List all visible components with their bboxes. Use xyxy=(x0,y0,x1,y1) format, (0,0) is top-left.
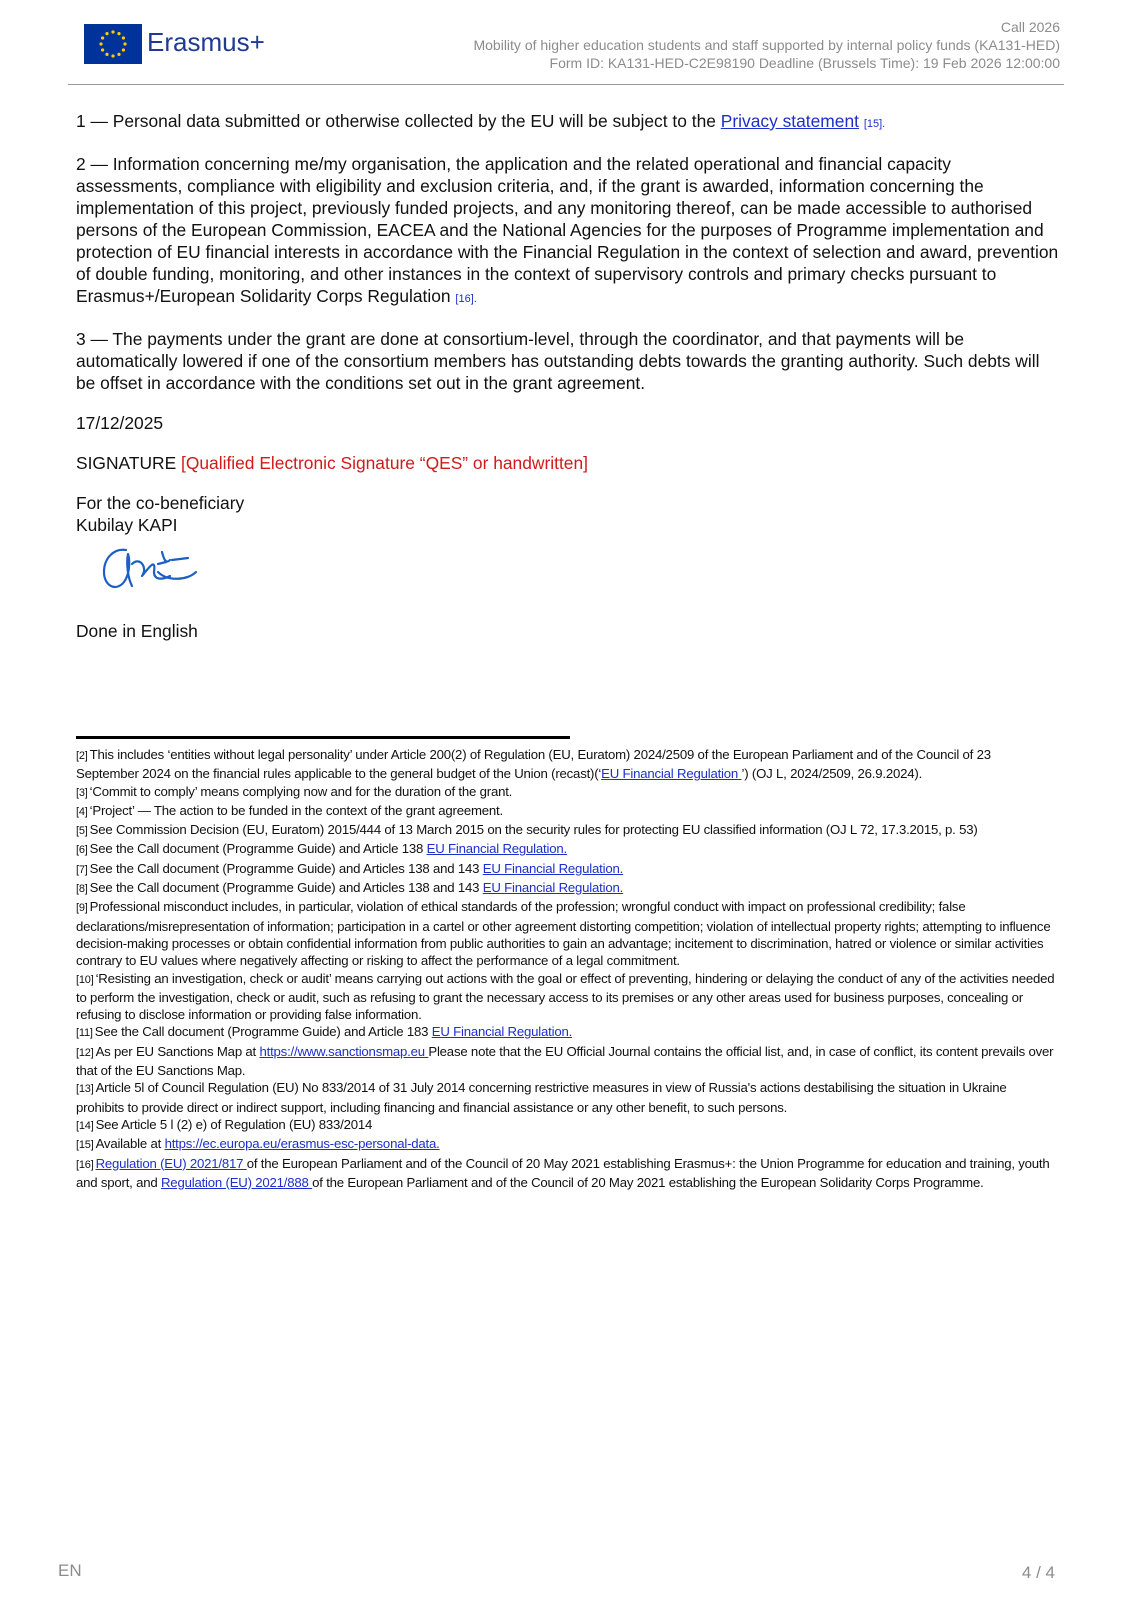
footnote-7: [7] See the Call document (Programme Guide) and Articles 138 and 143 EU Financial Regulation. xyxy=(76,860,624,876)
sanctions-map-link[interactable]: https://www.sanctionsmap.eu xyxy=(259,1043,429,1059)
paragraph-1: 1 — Personal data submitted or otherwise collected by the EU will be subject to the Privacy statement [15]. xyxy=(76,111,886,131)
for-label: For the co-beneficiary xyxy=(76,493,245,513)
footnote-14: [14] See Article 5 l (2) e) of Regulation (EU) 833/2014 xyxy=(76,1116,373,1132)
page-header xyxy=(68,14,1064,85)
paragraph-3: 3 — The payments under the grant are done at consortium-level, through the coordinator, and that payments will be automatically lowered if one of the consortium members has outstanding debts towards the granting authority. Such debts will be offset in accordance with the conditions set out in the grant agreement. xyxy=(76,329,1040,393)
footnote-10: [10] ‘Resisting an investigation, check or audit’ means carrying out actions with the goal or effect of preventing, hindering or delaying the conduct of any of the activities needed to perform the investigation, check or audit, such as refusing to grant the necessary access to its premises or any other areas used for business purposes, concealing or refusing to disclose information or providing false information. xyxy=(76,970,1055,1023)
footnote-4: [4] ‘Project’ — The action to be funded in the context of the grant agreement. xyxy=(76,802,503,818)
paragraph-2: 2 — Information concerning me/my organisation, the application and the related operational and financial capacity assessments, compliance with eligibility and exclusion criteria, and, if the grant is awarded, information concerning the implementation of this project, previously funded projects, and any monitoring thereof, can be made accessible to authorised persons of the European Commission, EACEA and the National Agencies for the purposes of Programme implementation and protection of EU financial interests in accordance with the Financial Regulation in the context of selection and award, prevention of double funding, monitoring, and other instances in the context of supervisory controls and primary checks pursuant to Erasmus+/European Solidarity Corps Regulation [16]. xyxy=(76,154,1059,306)
footnote-link[interactable]: EU Financial Regulation. xyxy=(431,1024,573,1040)
signer-name: Kubilay KAPI xyxy=(76,515,178,535)
footnotes xyxy=(76,746,1056,1191)
eu-flag-icon xyxy=(84,24,142,64)
footnote-13: [13] Article 5l of Council Regulation (EU) No 833/2014 of 31 July 2014 concerning restrictive measures in view of Russia's actions destabilising the situation in Ukraine prohibits to provide direct or indirect support, including financing and financial assistance or any other benefit, to such persons. xyxy=(76,1080,1007,1115)
regulation-817-link[interactable]: Regulation (EU) 2021/817 xyxy=(95,1155,247,1171)
handwritten-signature xyxy=(96,538,208,602)
footnote-2: [2] This includes ‘entities without legal personality’ under Article 200(2) of Regulation (EU, Euratom) 2024/2509 of the European Parliament and of the Council of 23 September 2024 on the financial rules applicable to the general budget of the Union (recast)(‘EU Financial Regulation ’) (OJ L, 2024/2509, 26.9.2024). xyxy=(76,747,991,782)
done-in: Done in English xyxy=(76,621,198,641)
page-number: 4 / 4 xyxy=(1021,1563,1055,1582)
main-content xyxy=(76,110,1061,642)
footnote-link[interactable]: EU Financial Regulation. xyxy=(482,880,624,896)
erasmus-logo xyxy=(84,24,279,68)
footnote-divider xyxy=(76,736,570,739)
footnote-9: [9] Professional misconduct includes, in particular, violation of ethical standards of the profession; wrongful conduct with impact on professional credibility; false declarations/misrepresentation of information; participation in a cartel or other agreement distorting competition; violation of intellectual property rights; attempting to influence decision-making processes or obtain confidential information from public authorities to gain an advantage; incitement to discrimination, hatred or violence or similar activities contrary to EU values where negatively affecting or risking to affect the performance of a legal commitment. xyxy=(76,899,1051,969)
footnote-6: [6] See the Call document (Programme Guide) and Article 138 EU Financial Regulation. xyxy=(76,841,567,857)
regulation-888-link[interactable]: Regulation (EU) 2021/888 xyxy=(160,1174,313,1190)
footnote-link[interactable]: EU Financial Regulation. xyxy=(426,841,567,857)
form-info: Form ID: KA131-HED-C2E98190 Deadline (Brussels Time): 19 Feb 2026 12:00:00 xyxy=(549,55,1060,71)
footnote-15: [15] Available at https://ec.europa.eu/erasmus-esc-personal-data. xyxy=(76,1136,440,1152)
call-label: Call 2026 xyxy=(1000,19,1060,35)
footnote-3: [3] ‘Commit to comply’ means complying now and for the duration of the grant. xyxy=(76,783,513,799)
privacy-statement-link[interactable]: Privacy statement xyxy=(720,111,859,131)
footnote-8: [8] See the Call document (Programme Guide) and Articles 138 and 143 EU Financial Regulation. xyxy=(76,880,624,896)
footnote-ref-16[interactable]: [16]. xyxy=(455,293,477,305)
header-info xyxy=(473,18,1060,72)
signature-label: SIGNATURE xyxy=(76,453,177,473)
signature-note: [Qualified Electronic Signature “QES” or handwritten] xyxy=(181,453,588,473)
footnote-11: [11] See the Call document (Programme Guide) and Article 183 EU Financial Regulation. xyxy=(76,1024,573,1040)
brand-name: Erasmus+ xyxy=(147,27,265,57)
footnote-16: [16] Regulation (EU) 2021/817 of the European Parliament and of the Council of 20 May 2021 establishing Erasmus+: the Union Programme for education and training, youth and sport, and Regulation (EU) 2021/888 of the European Parliament and of the Council of 20 May 2021 establishing the European Solidarity Corps Programme. xyxy=(76,1155,1050,1190)
personal-data-link[interactable]: https://ec.europa.eu/erasmus-esc-personal-data. xyxy=(164,1136,440,1152)
programme-title: Mobility of higher education students and staff supported by internal policy funds (KA131-HED) xyxy=(473,37,1060,53)
footnote-5: [5] See Commission Decision (EU, Euratom) 2015/444 of 13 March 2015 on the security rules for protecting EU classified information (OJ L 72, 17.3.2015, p. 53) xyxy=(76,822,978,838)
footnote-ref-15[interactable]: [15]. xyxy=(863,118,886,130)
footnote-link[interactable]: EU Financial Regulation xyxy=(601,766,742,782)
language-code: EN xyxy=(58,1561,82,1580)
date: 17/12/2025 xyxy=(76,413,164,433)
signature-line xyxy=(76,452,1061,474)
footnote-link[interactable]: EU Financial Regulation. xyxy=(482,860,624,876)
footnote-12: [12] As per EU Sanctions Map at https://www.sanctionsmap.eu Please note that the EU Official Journal contains the official list, and, in case of conflict, its content prevails over that of the EU Sanctions Map. xyxy=(76,1043,1054,1079)
